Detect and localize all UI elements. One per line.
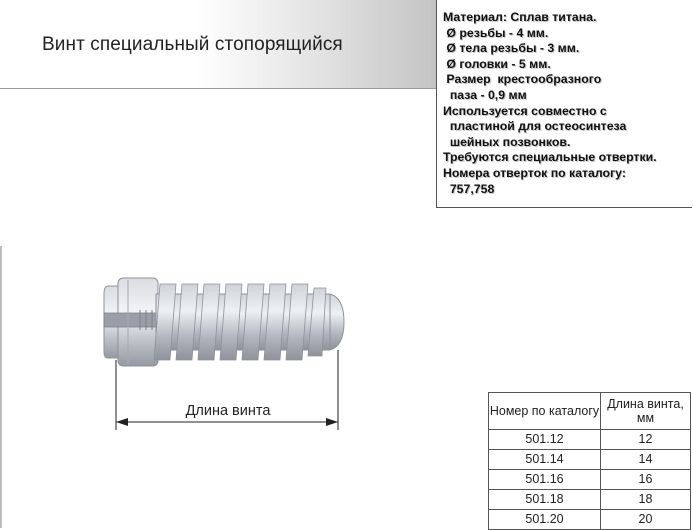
spec-line: Ø головки - 5 мм. bbox=[443, 56, 551, 71]
table-row bbox=[489, 450, 691, 470]
cell-catalog-number: 501.14 bbox=[489, 450, 601, 470]
table-row bbox=[489, 510, 691, 530]
screw-head bbox=[104, 278, 158, 366]
spec-line: Номера отверток по каталогу: bbox=[443, 165, 626, 180]
page-title: Винт специальный стопорящийся bbox=[42, 34, 343, 55]
cell-screw-length: 14 bbox=[601, 450, 691, 470]
table-row bbox=[489, 430, 691, 450]
spec-line: Материал: Сплав титана. bbox=[443, 10, 597, 24]
spec-line: Ø тела резьбы - 3 мм. bbox=[443, 41, 580, 56]
specifications-box bbox=[436, 0, 692, 208]
catalog-table bbox=[488, 392, 691, 530]
cell-screw-length: 20 bbox=[601, 510, 691, 530]
spec-line: 757,758 bbox=[443, 181, 495, 196]
spec-line: Ø резьбы - 4 мм. bbox=[443, 25, 549, 40]
spec-line: Используется совместно с bbox=[443, 103, 607, 118]
spec-line: Требуются специальные отвертки. bbox=[443, 150, 657, 165]
cell-catalog-number: 501.18 bbox=[489, 490, 601, 510]
cell-catalog-number: 501.12 bbox=[489, 430, 601, 450]
cell-screw-length: 12 bbox=[601, 430, 691, 450]
spec-line: пластиной для остеосинтеза bbox=[443, 119, 627, 134]
table-header-row bbox=[489, 393, 691, 430]
cell-screw-length: 18 bbox=[601, 490, 691, 510]
spec-line: паза - 0,9 мм bbox=[443, 87, 527, 102]
screw-shaft bbox=[154, 284, 344, 360]
table-row bbox=[489, 470, 691, 490]
dimension-label: Длина винта bbox=[185, 403, 271, 419]
cell-screw-length: 16 bbox=[601, 470, 691, 490]
cell-catalog-number: 501.16 bbox=[489, 470, 601, 490]
spec-line: Размер крестообразного bbox=[443, 72, 602, 87]
header-catalog-number: Номер по каталогу bbox=[489, 393, 601, 430]
spec-line: шейных позвонков. bbox=[443, 134, 571, 149]
cell-catalog-number: 501.20 bbox=[489, 510, 601, 530]
screw-drawing bbox=[0, 250, 360, 440]
table-row bbox=[489, 490, 691, 510]
header-screw-length: Длина винта, мм bbox=[601, 393, 691, 430]
title-band bbox=[0, 0, 436, 89]
